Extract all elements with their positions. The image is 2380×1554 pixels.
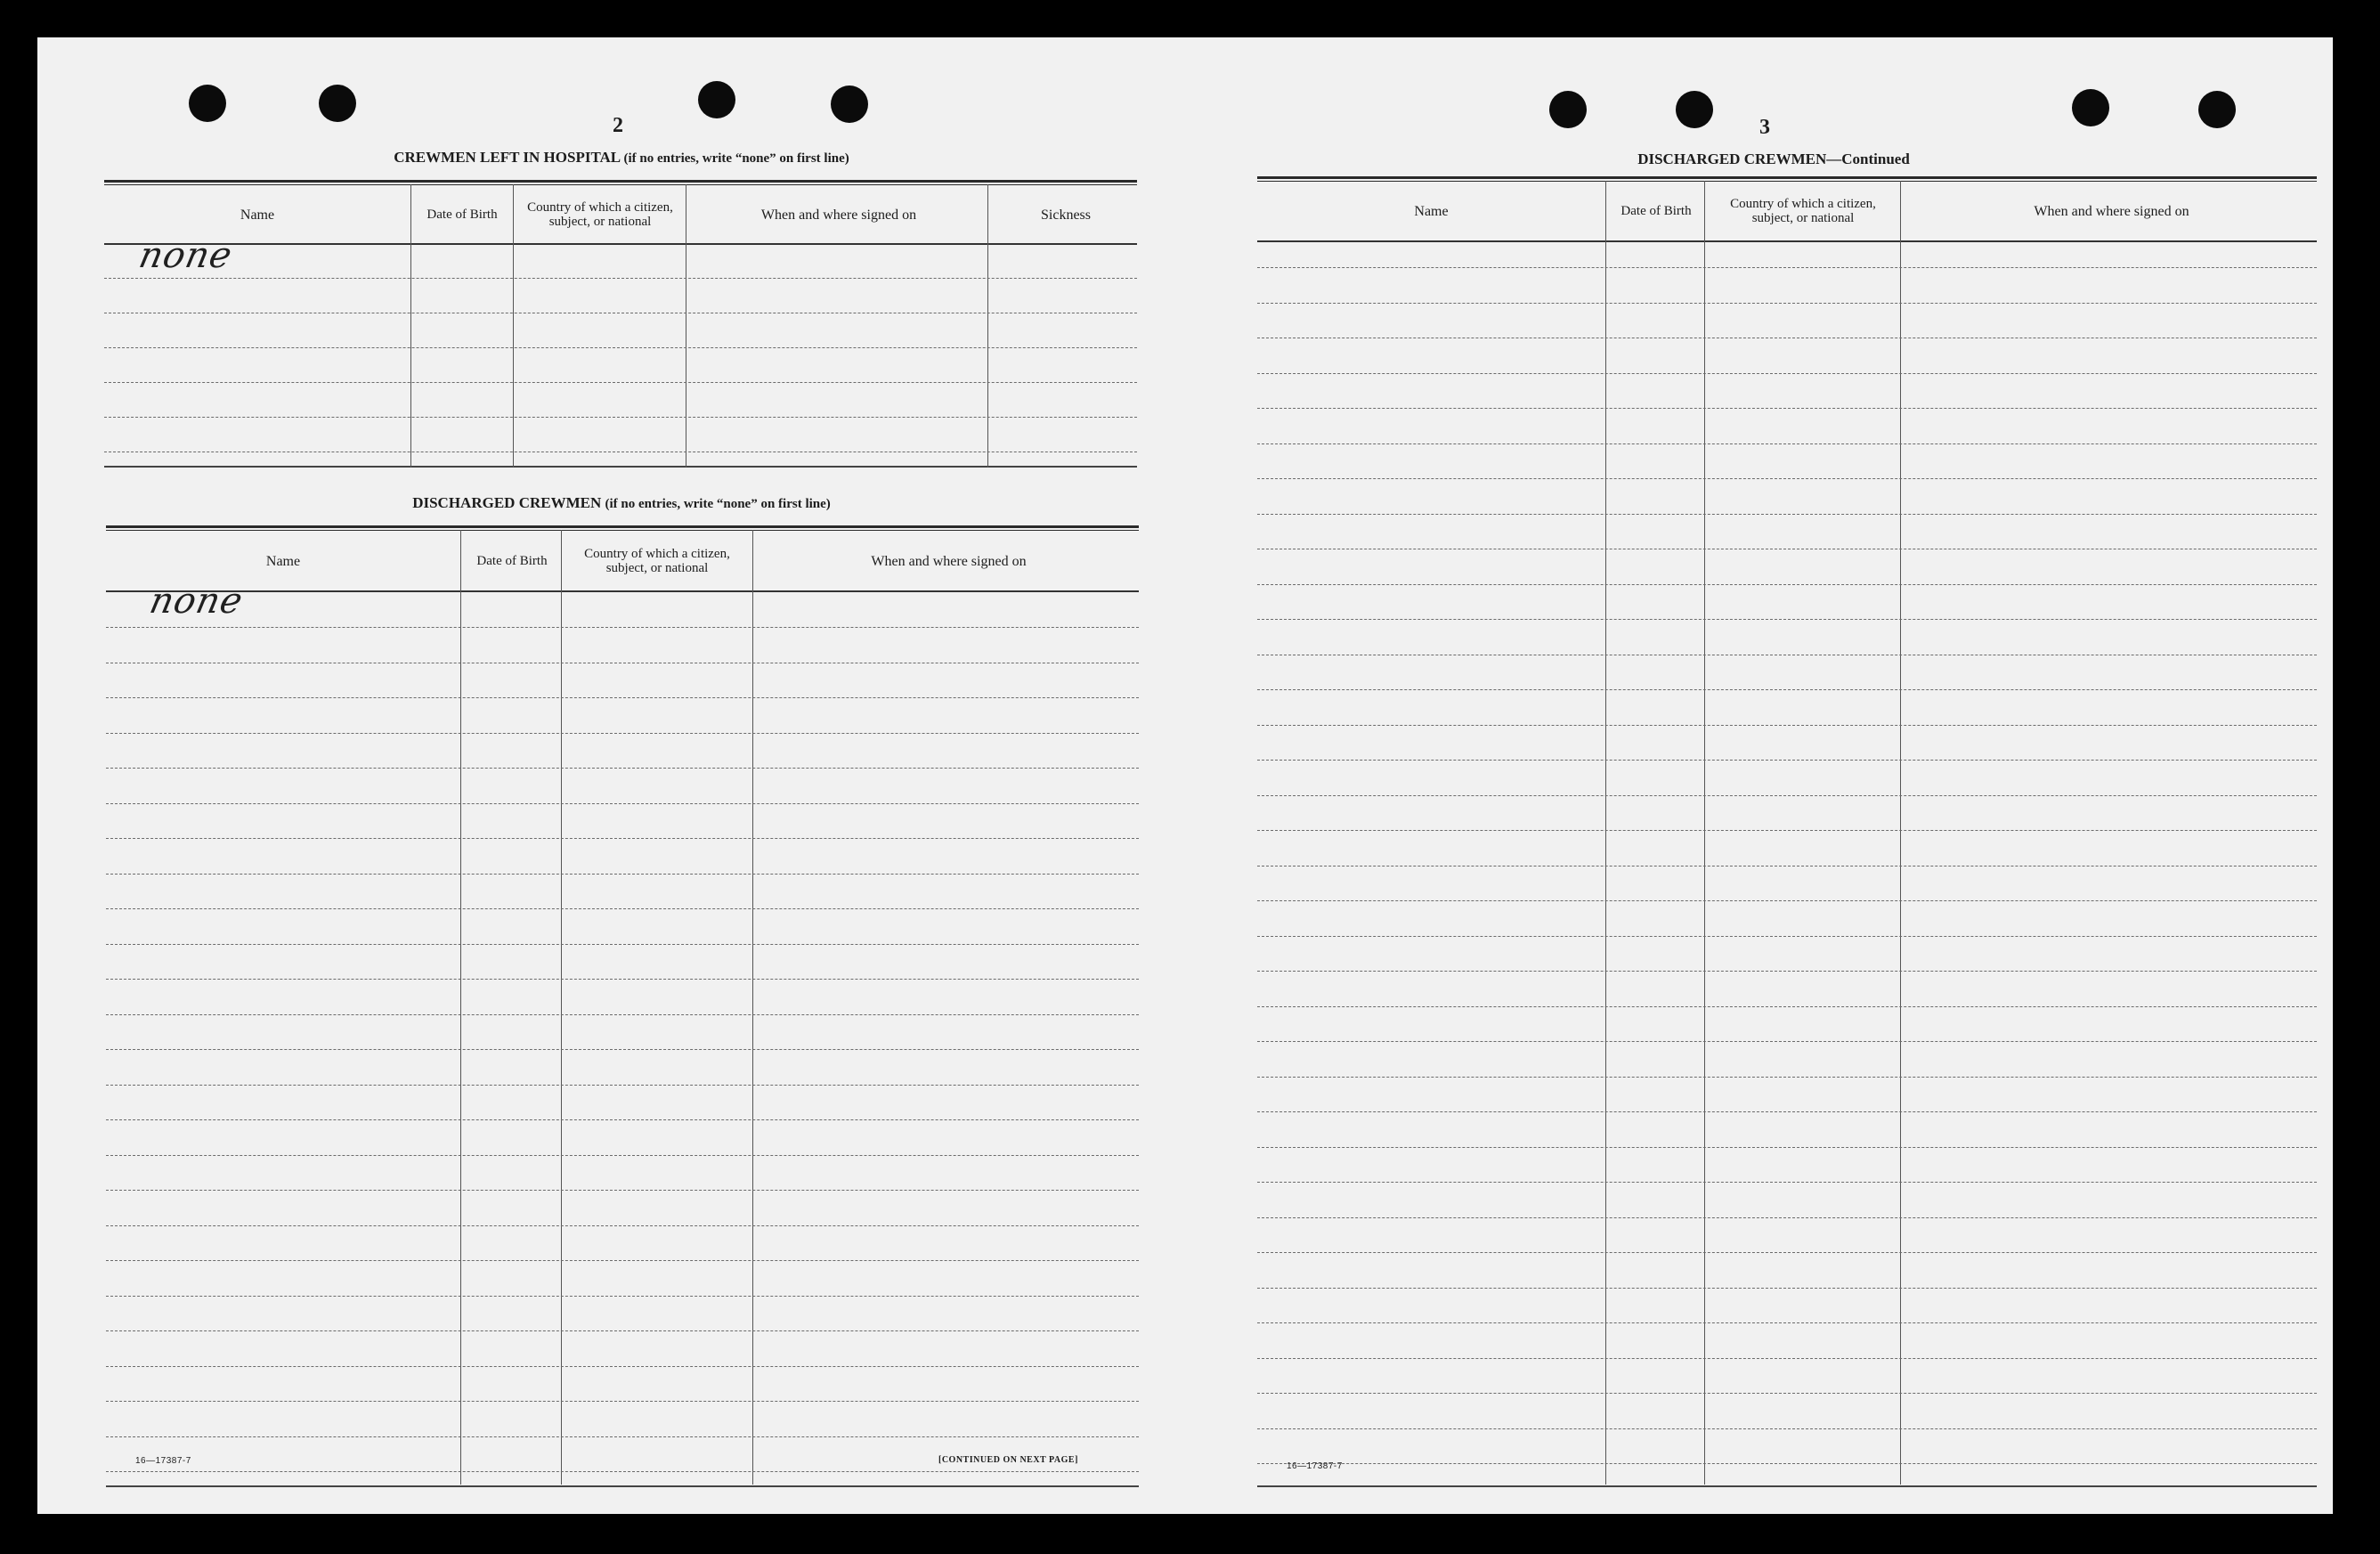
entry-line (106, 627, 1139, 628)
continued-note: [CONTINUED ON NEXT PAGE] (938, 1455, 1078, 1465)
entry-line (106, 838, 1139, 839)
entry-line (1257, 1463, 2317, 1464)
entry-line (106, 944, 1139, 945)
entry-line (106, 1225, 1139, 1226)
column-divider (1900, 181, 1901, 1485)
entry-line (1257, 1288, 2317, 1289)
entry-line (1257, 1077, 2317, 1078)
discharged-table (106, 525, 1139, 1489)
col-header-signed-on: When and where signed on (871, 553, 1027, 569)
entry-line (106, 979, 1139, 980)
entry-line (1257, 443, 2317, 444)
entry-line (1257, 900, 2317, 901)
entry-line (1257, 514, 2317, 515)
col-header-name: Name (265, 553, 301, 569)
table-bottom-rule (104, 466, 1137, 468)
entry-line (106, 1119, 1139, 1120)
entry-line (1257, 1322, 2317, 1323)
entry-line (106, 1190, 1139, 1191)
column-divider (1605, 181, 1606, 1485)
hospital-title-text: CREWMEN LEFT IN HOSPITAL (394, 149, 621, 166)
header-underline (1257, 240, 2317, 242)
hospital-table (104, 180, 1137, 474)
form-sheet (37, 37, 2333, 1514)
entry-line (1257, 267, 2317, 268)
header-underline (106, 590, 1139, 592)
page-number-right: 3 (1759, 116, 1770, 139)
entry-line (106, 768, 1139, 769)
entry-line (1257, 1111, 2317, 1112)
col-header-date-of-birth: Date of Birth (426, 207, 498, 222)
entry-line (1257, 1006, 2317, 1007)
table-top-rule (106, 525, 1139, 528)
hospital-section-title (105, 149, 1138, 167)
entry-line (1257, 619, 2317, 620)
form-code-left: 16—17387-7 (135, 1456, 191, 1466)
entry-line (106, 1296, 1139, 1297)
table-top-rule (106, 530, 1139, 531)
table-top-rule (104, 180, 1137, 183)
entry-line (1257, 1393, 2317, 1394)
entry-line (1257, 689, 2317, 690)
column-divider (460, 530, 461, 1485)
discharged-continued-title: DISCHARGED CREWMEN—Continued (1637, 151, 1910, 167)
punch-hole (2198, 91, 2236, 128)
column-divider (513, 184, 514, 468)
entry-line (106, 1330, 1139, 1331)
punch-hole (698, 81, 735, 118)
entry-line (106, 1471, 1139, 1472)
discharged-continued-table (1257, 176, 2317, 1493)
punch-hole (189, 85, 226, 122)
entry-line (1257, 1358, 2317, 1359)
entry-line (106, 1085, 1139, 1086)
entry-line (1257, 725, 2317, 726)
entry-line (1257, 1428, 2317, 1429)
entry-line (106, 1155, 1139, 1156)
column-divider (987, 184, 988, 468)
handwritten-entry: none (135, 235, 237, 276)
entry-line (1257, 584, 2317, 585)
entry-line (1257, 408, 2317, 409)
table-bottom-rule (106, 1485, 1139, 1487)
column-divider (752, 530, 753, 1485)
discharged-title-note: (if no entries, write “none” on first line) (605, 497, 831, 511)
column-divider (561, 530, 562, 1485)
entry-line (106, 1401, 1139, 1402)
punch-hole (831, 85, 868, 123)
entry-line (106, 1366, 1139, 1367)
col-header-country: Country of which a citizen, subject, or national (527, 200, 673, 229)
form-code-right: 16—17387-7 (1287, 1461, 1343, 1471)
entry-line (104, 347, 1137, 348)
hospital-title-note: (if no entries, write “none” on first line) (623, 151, 849, 166)
handwritten-entry: none (146, 581, 248, 622)
entry-line (1257, 936, 2317, 937)
entry-line (106, 908, 1139, 909)
entry-line (104, 382, 1137, 383)
discharged-title-text: DISCHARGED CREWMEN (412, 494, 602, 511)
entry-line (1257, 1041, 2317, 1042)
entry-line (1257, 795, 2317, 796)
entry-line (106, 1049, 1139, 1050)
punch-hole (1676, 91, 1713, 128)
page-number-left: 2 (613, 114, 623, 137)
table-top-rule (1257, 181, 2317, 182)
col-header-country: Country of which a citizen, subject, or national (1730, 197, 1876, 225)
column-divider (1704, 181, 1705, 1485)
header-underline (104, 243, 1137, 245)
entry-line (1257, 1217, 2317, 1218)
table-bottom-rule (1257, 1485, 2317, 1487)
entry-line (106, 1260, 1139, 1261)
entry-line (1257, 971, 2317, 972)
entry-line (104, 417, 1137, 418)
table-top-rule (104, 184, 1137, 185)
col-header-date-of-birth: Date of Birth (476, 554, 548, 568)
entry-line (1257, 1147, 2317, 1148)
col-header-signed-on: When and where signed on (760, 207, 917, 223)
entry-line (1257, 373, 2317, 374)
entry-line (104, 278, 1137, 279)
entry-line (106, 733, 1139, 734)
entry-line (106, 1014, 1139, 1015)
entry-line (106, 1436, 1139, 1437)
entry-line (1257, 478, 2317, 479)
col-header-sickness: Sickness (1041, 207, 1091, 223)
entry-line (1257, 303, 2317, 304)
entry-line (106, 874, 1139, 875)
discharged-section-title (105, 494, 1138, 512)
entry-line (1257, 1182, 2317, 1183)
entry-line (106, 697, 1139, 698)
column-divider (410, 184, 411, 468)
punch-hole (1549, 91, 1587, 128)
col-header-name: Name (1414, 203, 1449, 219)
entry-line (1257, 830, 2317, 831)
table-top-rule (1257, 176, 2317, 179)
col-header-date-of-birth: Date of Birth (1621, 204, 1692, 218)
punch-hole (319, 85, 356, 122)
punch-hole (2072, 89, 2109, 126)
col-header-signed-on: When and where signed on (2034, 203, 2189, 219)
col-header-name: Name (240, 207, 275, 223)
entry-line (1257, 760, 2317, 761)
entry-line (106, 803, 1139, 804)
col-header-country: Country of which a citizen, subject, or national (584, 547, 730, 575)
entry-line (1257, 1252, 2317, 1253)
